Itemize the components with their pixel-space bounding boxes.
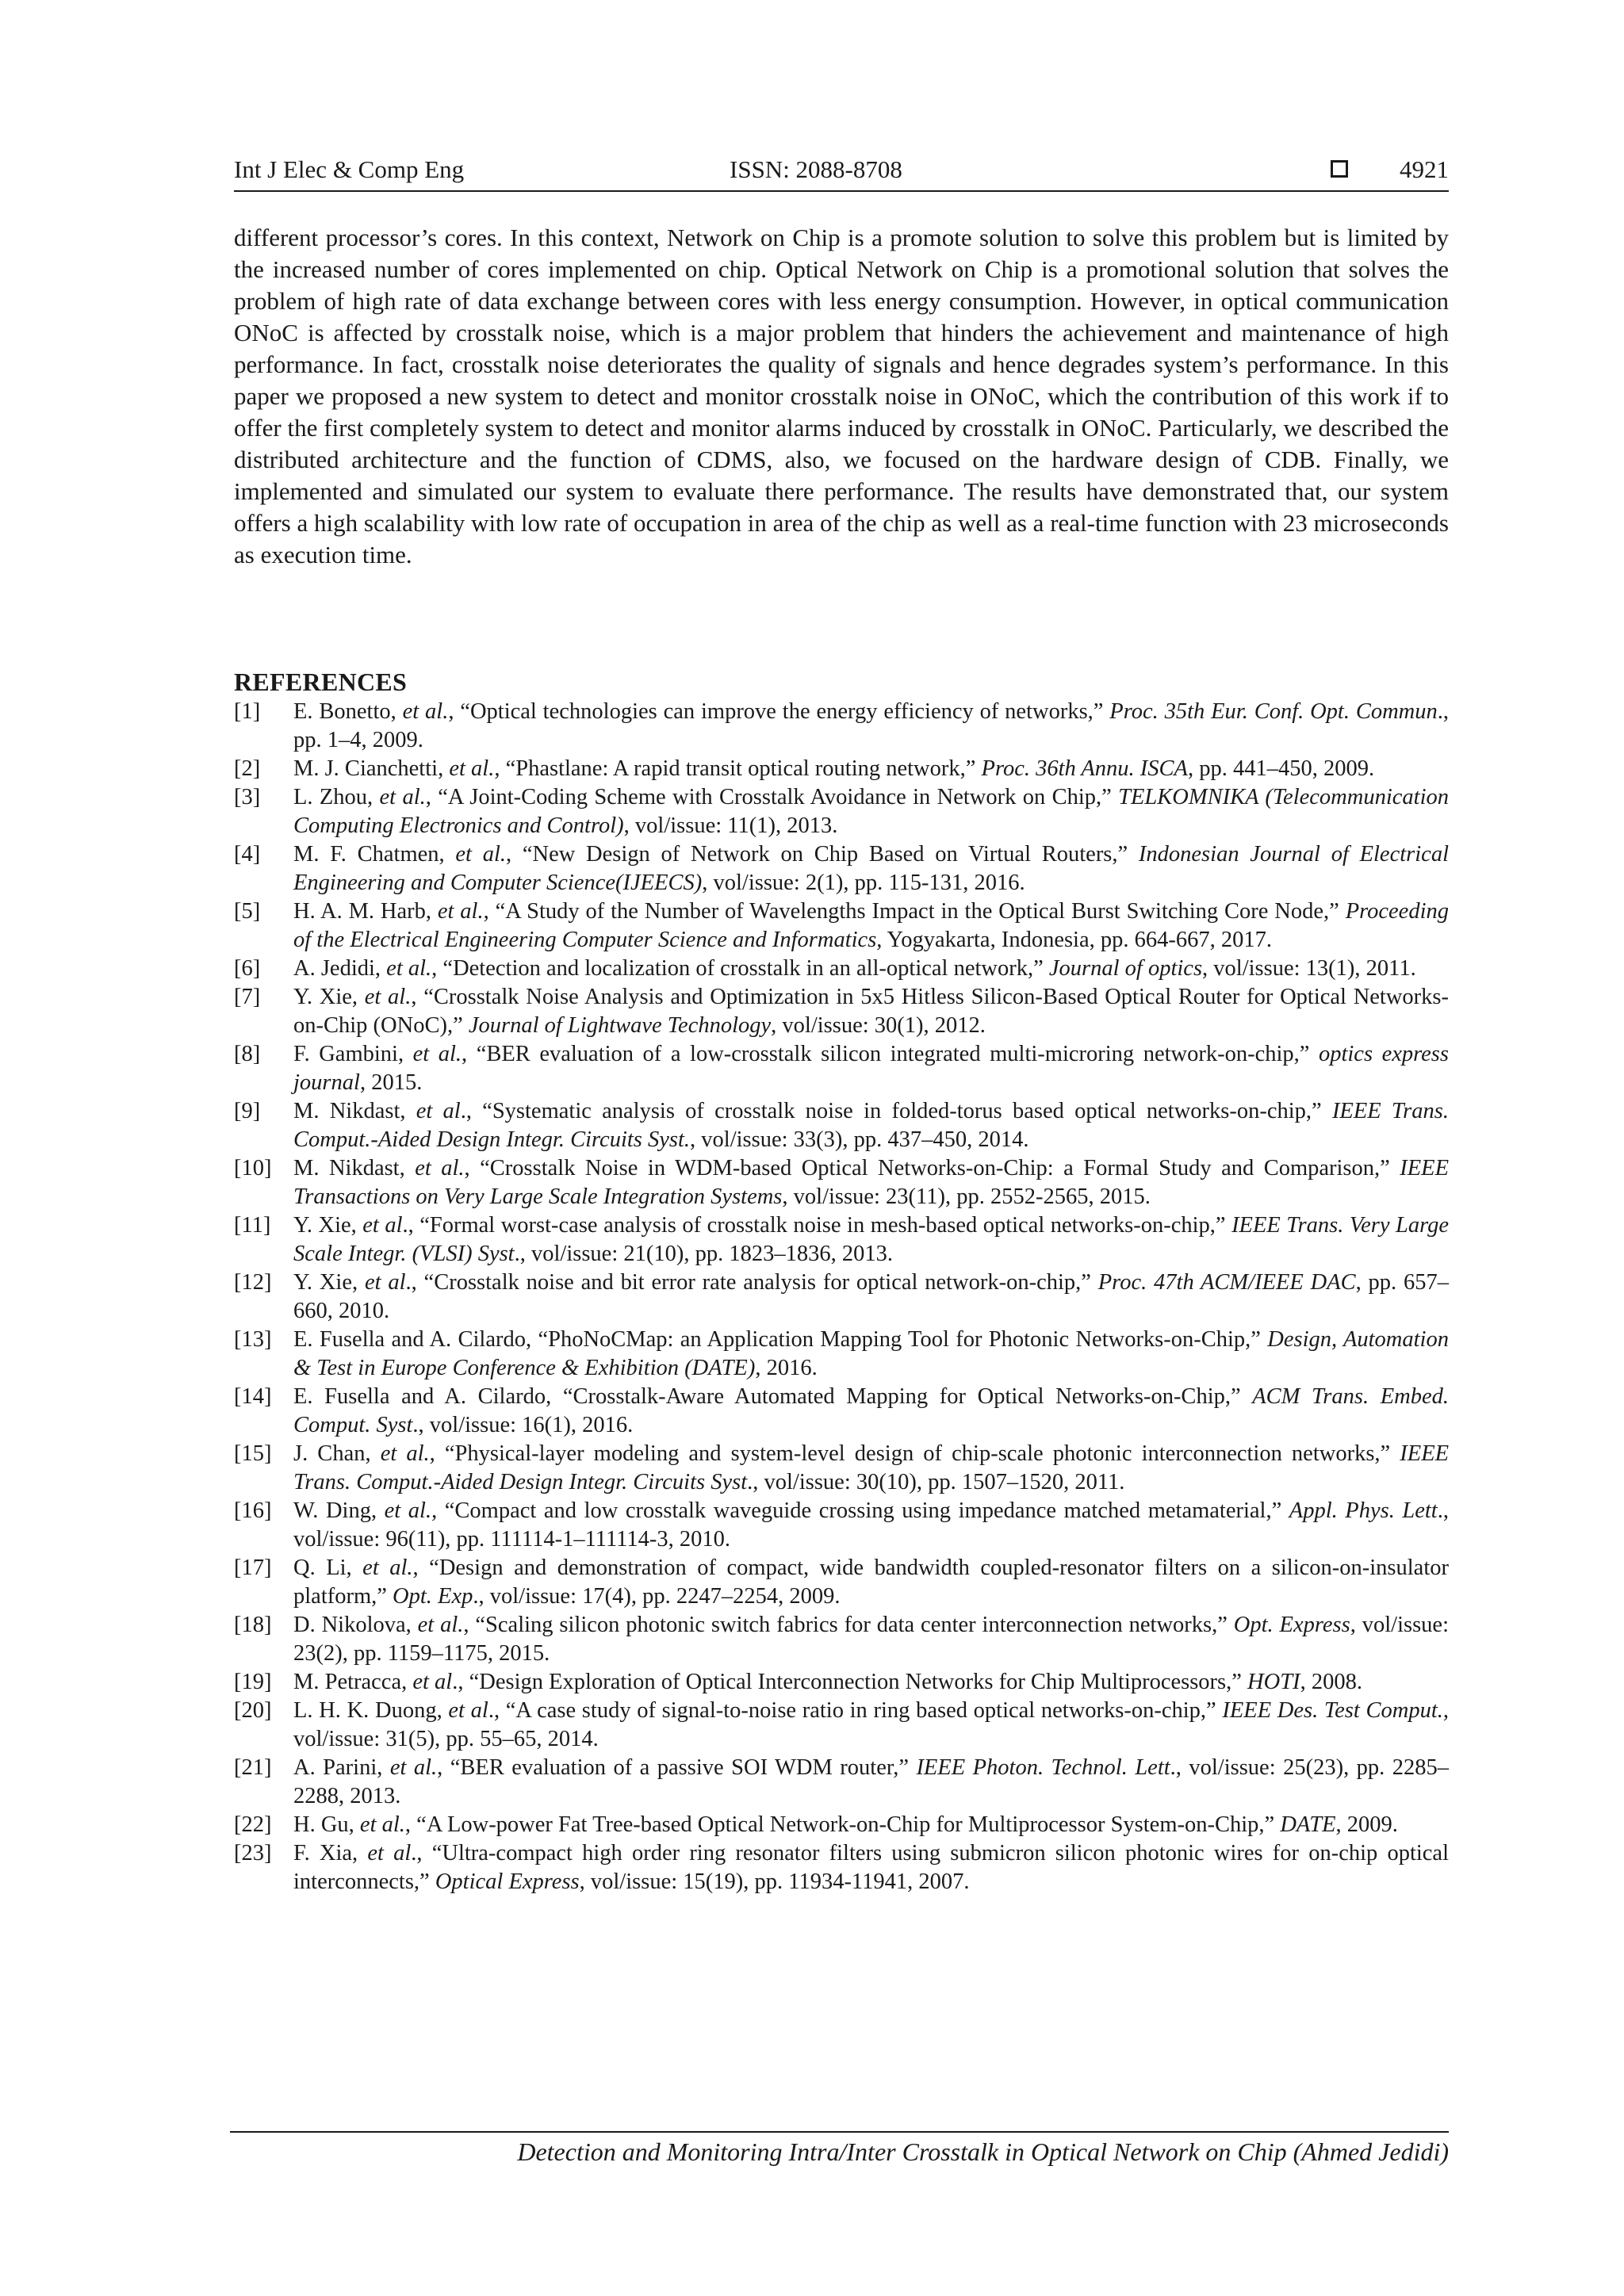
reference-venue: IEEE Transactions on Very Large Scale Integration Systems bbox=[293, 1156, 1449, 1209]
reference-venue: IEEE Photon. Technol. Lett bbox=[916, 1755, 1170, 1780]
reference-authors: J. Chan, bbox=[293, 1441, 381, 1466]
reference-etal: et al bbox=[416, 1099, 461, 1123]
reference-title: , “A Low-power Fat Tree-based Optical Network-on-Chip for Multiprocessor System-on-Chip,” bbox=[404, 1812, 1281, 1837]
reference-venue: Proc. 47th ACM/IEEE DAC bbox=[1097, 1270, 1356, 1295]
reference-authors: L. Zhou, bbox=[293, 785, 380, 809]
reference-number: [9] bbox=[234, 1099, 261, 1123]
reference-details: Yogyakarta, Indonesia, pp. 664-667, 2017. bbox=[882, 928, 1272, 952]
reference-venue: Optical Express bbox=[435, 1869, 580, 1894]
reference-number: [14] bbox=[234, 1384, 272, 1409]
reference-venue: HOTI bbox=[1247, 1670, 1300, 1694]
reference-number: [12] bbox=[234, 1270, 272, 1295]
reference-details: , vol/issue: 13(1), 2011. bbox=[1202, 956, 1416, 981]
reference-number: [23] bbox=[234, 1841, 272, 1866]
reference-details: ., vol/issue: 30(10), pp. 1507–1520, 2011. bbox=[747, 1470, 1125, 1494]
reference-authors: M. Petracca, bbox=[293, 1670, 413, 1694]
reference-title: ., “A case study of signal-to-noise ratio in ring based optical networks-on-chip,” bbox=[488, 1698, 1223, 1723]
reference-venue: Proc. 36th Annu. ISCA bbox=[981, 756, 1188, 781]
reference-etal: et al bbox=[362, 1213, 403, 1238]
reference-title: , “Crosstalk Noise Analysis and Optimization in 5x5 Hitless Silicon-Based Optical Router for Optical Networks-on-Chip (ONoC),” bbox=[293, 985, 1449, 1038]
reference-authors: D. Nikolova, bbox=[293, 1613, 418, 1637]
reference-details: ., pp. 1–4, 2009. bbox=[293, 699, 1449, 752]
reference-number: [8] bbox=[234, 1042, 261, 1066]
reference-venue: Indonesian Journal of Electrical Engineering and Computer Science(IJEECS) bbox=[293, 842, 1449, 895]
reference-item bbox=[234, 955, 1449, 983]
reference-etal: et al bbox=[367, 1841, 412, 1866]
reference-number: [22] bbox=[234, 1812, 272, 1837]
reference-item bbox=[234, 1754, 1449, 1811]
reference-authors: F. Gambini, bbox=[293, 1042, 413, 1066]
reference-title: “Crosstalk-Aware Automated Mapping for Optical Networks-on-Chip,” bbox=[562, 1384, 1253, 1409]
reference-title: ., “Ultra-compact high order ring resonator filters using submicron silicon photonic wires for on-chip optical interconnects,” bbox=[293, 1841, 1449, 1894]
reference-item bbox=[234, 1211, 1449, 1269]
reference-etal: et al. bbox=[412, 1042, 462, 1066]
reference-details: , vol/issue: 33(3), pp. 437–450, 2014. bbox=[690, 1127, 1029, 1152]
reference-details: , vol/issue: 31(5), pp. 55–65, 2014. bbox=[293, 1698, 1450, 1751]
reference-title: , “Detection and localization of crosstalk in an all-optical network,” bbox=[431, 956, 1049, 981]
reference-details: ., vol/issue: 25(23), pp. 2285–2288, 2013. bbox=[293, 1755, 1449, 1808]
reference-etal: et al. bbox=[364, 985, 412, 1009]
reference-title: , “BER evaluation of a passive SOI WDM router,” bbox=[437, 1755, 917, 1780]
reference-item bbox=[234, 783, 1449, 840]
conclusion-paragraph: different processor’s cores. In this context, Network on Chip is a promote solution to solve this problem but is limited by the increased number of cores implemented on chip. Optical Network on Chip is a promotional solution that solves the problem of high rate of data exchange between cores with less energy consumption. However, in optical communication ONoC is affected by crosstalk noise, which is a major problem that hinders the achievement and maintenance of high performance. In fact, crosstalk noise deteriorates the quality of signals and hence degrades system’s performance. In this paper we proposed a new system to detect and monitor crosstalk noise in ONoC, which the contribution of this work if to offer the first completely system to detect and monitor alarms induced by crosstalk in ONoC. Particularly, we described the distributed architecture and the function of CDMS, also, we focused on the hardware design of CDB. Finally, we implemented and simulated our system to evaluate there performance. The results have demonstrated that, our system offers a high scalability with low rate of occupation in area of the chip as well as a real-time function with 23 microseconds as execution time. bbox=[234, 224, 1449, 568]
reference-etal: et al. bbox=[384, 1498, 432, 1523]
reference-venue: IEEE Trans. Comput.-Aided Design Integr. Circuits Syst. bbox=[293, 1099, 1449, 1152]
reference-venue: IEEE Trans. Very Large Scale Integr. (VLSI) Syst bbox=[293, 1213, 1449, 1266]
reference-etal: et al. bbox=[380, 1441, 430, 1466]
reference-number: [20] bbox=[234, 1698, 272, 1723]
reference-item bbox=[234, 1383, 1449, 1440]
reference-title: “PhoNoCMap: an Application Mapping Tool for Photonic Networks-on-Chip,” bbox=[538, 1327, 1268, 1352]
reference-number: [19] bbox=[234, 1670, 272, 1694]
reference-details: , pp. 657–660, 2010. bbox=[293, 1270, 1449, 1323]
reference-title: , “Physical-layer modeling and system-level design of chip-scale photonic interconnection networks,” bbox=[429, 1441, 1400, 1466]
reference-venue: Design, Automation & Test in Europe Conference & Exhibition (DATE) bbox=[293, 1327, 1449, 1380]
reference-title: , “Phastlane: A rapid transit optical routing network,” bbox=[494, 756, 982, 781]
reference-item bbox=[234, 1668, 1449, 1697]
reference-item bbox=[234, 698, 1449, 755]
reference-item bbox=[234, 1697, 1449, 1754]
reference-venue: Opt. Express bbox=[1233, 1613, 1350, 1637]
reference-venue: ACM Trans. Embed. Comput. Syst bbox=[293, 1384, 1449, 1437]
reference-number: [13] bbox=[234, 1327, 272, 1352]
reference-etal: et al. bbox=[415, 1156, 465, 1181]
reference-item bbox=[234, 1497, 1449, 1554]
reference-number: [5] bbox=[234, 899, 261, 924]
reference-details: , 2015. bbox=[359, 1070, 423, 1095]
reference-venue: Appl. Phys. Lett bbox=[1289, 1498, 1438, 1523]
reference-number: [4] bbox=[234, 842, 261, 867]
reference-venue: Journal of optics bbox=[1048, 956, 1203, 981]
running-header bbox=[234, 155, 1449, 189]
reference-number: [17] bbox=[234, 1556, 272, 1580]
reference-etal: et al. bbox=[455, 842, 506, 867]
reference-title: , “Design and demonstration of compact, wide bandwidth coupled-resonator filters on a silicon-on-insulator platform,” bbox=[293, 1556, 1449, 1609]
reference-title: ., “Formal worst-case analysis of crosstalk noise in mesh-based optical networks-on-chip,” bbox=[402, 1213, 1232, 1238]
reference-title: , “Optical technologies can improve the energy efficiency of networks,” bbox=[448, 699, 1110, 724]
reference-venue: Opt. Exp bbox=[393, 1584, 473, 1609]
reference-authors: A. Parini, bbox=[293, 1755, 390, 1780]
reference-item bbox=[234, 1154, 1449, 1211]
box-icon bbox=[1331, 160, 1348, 178]
reference-authors: Y. Xie, bbox=[293, 1213, 363, 1238]
reference-item bbox=[234, 1611, 1449, 1668]
reference-title: ., “Crosstalk noise and bit error rate analysis for optical network-on-chip,” bbox=[405, 1270, 1098, 1295]
reference-venue: TELKOMNIKA (Telecommunication Computing Electronics and Control) bbox=[293, 785, 1449, 838]
reference-authors: W. Ding, bbox=[293, 1498, 385, 1523]
reference-number: [6] bbox=[234, 956, 261, 981]
reference-item bbox=[234, 1811, 1449, 1839]
reference-item bbox=[234, 983, 1449, 1040]
reference-number: [21] bbox=[234, 1755, 272, 1780]
reference-authors: M. J. Cianchetti, bbox=[293, 756, 450, 781]
reference-number: [15] bbox=[234, 1441, 272, 1466]
reference-authors: Q. Li, bbox=[293, 1556, 363, 1580]
reference-authors: Y. Xie, bbox=[293, 1270, 365, 1295]
reference-venue: DATE bbox=[1280, 1812, 1336, 1837]
reference-authors: M. Nikdast, bbox=[293, 1156, 416, 1181]
reference-number: [7] bbox=[234, 985, 261, 1009]
reference-details: ., vol/issue: 96(11), pp. 111114-1–111114-3, 2010. bbox=[293, 1498, 1449, 1552]
references-heading: REFERENCES bbox=[234, 668, 408, 696]
reference-authors: E. Bonetto, bbox=[293, 699, 403, 724]
reference-item bbox=[234, 1440, 1449, 1497]
reference-details: ., vol/issue: 17(4), pp. 2247–2254, 2009. bbox=[473, 1584, 841, 1609]
reference-authors: L. H. K. Duong, bbox=[293, 1698, 449, 1723]
reference-details: , vol/issue: 23(11), pp. 2552-2565, 2015. bbox=[782, 1184, 1151, 1209]
reference-details: , vol/issue: 30(1), 2012. bbox=[771, 1013, 986, 1038]
reference-venue: Proceeding of the Electrical Engineering Computer Science and Informatics, bbox=[293, 899, 1449, 952]
reference-venue: Proc. 35th Eur. Conf. Opt. Commun bbox=[1109, 699, 1438, 724]
reference-details: , 2016. bbox=[755, 1356, 818, 1380]
reference-venue: IEEE Trans. Comput.-Aided Design Integr. Circuits Syst bbox=[293, 1441, 1450, 1494]
reference-authors: M. F. Chatmen, bbox=[293, 842, 456, 867]
reference-etal: et al. bbox=[449, 756, 495, 781]
reference-details: , 2009. bbox=[1335, 1812, 1398, 1837]
reference-number: [16] bbox=[234, 1498, 272, 1523]
reference-etal: et al. bbox=[379, 785, 426, 809]
page-number: 4921 bbox=[1400, 155, 1449, 183]
reference-etal: et al. bbox=[359, 1812, 405, 1837]
reference-title: , “BER evaluation of a low-crosstalk silicon integrated multi-microring network-on-chip,” bbox=[462, 1042, 1319, 1066]
reference-etal: et al. bbox=[437, 899, 484, 924]
reference-item bbox=[234, 897, 1449, 955]
reference-etal: et al bbox=[448, 1698, 488, 1723]
header-divider bbox=[234, 190, 1449, 192]
reference-details: , vol/issue: 11(1), 2013. bbox=[623, 813, 838, 838]
reference-item bbox=[234, 1839, 1449, 1896]
reference-venue: IEEE Des. Test Comput. bbox=[1222, 1698, 1443, 1723]
reference-etal: et al. bbox=[389, 1755, 438, 1780]
reference-venue: optics express journal bbox=[293, 1042, 1449, 1095]
reference-etal: et al. bbox=[362, 1556, 413, 1580]
reference-details: ., vol/issue: 21(10), pp. 1823–1836, 2013. bbox=[514, 1242, 893, 1266]
reference-item bbox=[234, 1554, 1449, 1611]
reference-details: , vol/issue: 23(2), pp. 1159–1175, 2015. bbox=[293, 1613, 1449, 1666]
reference-authors: M. Nikdast, bbox=[293, 1099, 416, 1123]
issn: ISSN: 2088-8708 bbox=[730, 155, 902, 183]
reference-etal: et al bbox=[412, 1670, 453, 1694]
reference-authors: E. Fusella and A. Cilardo, bbox=[293, 1384, 563, 1409]
reference-details: , vol/issue: 15(19), pp. 11934-11941, 2007. bbox=[579, 1869, 970, 1894]
reference-item bbox=[234, 1326, 1449, 1383]
footer-divider bbox=[230, 2131, 1449, 2133]
reference-authors: Y. Xie, bbox=[293, 985, 365, 1009]
reference-details: , pp. 441–450, 2009. bbox=[1187, 756, 1375, 781]
reference-number: [11] bbox=[234, 1213, 271, 1238]
reference-venue: Journal of Lightwave Technology bbox=[468, 1013, 772, 1038]
reference-number: [10] bbox=[234, 1156, 272, 1181]
reference-etal: et al. bbox=[402, 699, 449, 724]
reference-title: , “A Study of the Number of Wavelengths Impact in the Optical Burst Switching Core Node,” bbox=[483, 899, 1346, 924]
reference-item bbox=[234, 1269, 1449, 1326]
reference-authors: F. Xia, bbox=[293, 1841, 368, 1866]
reference-authors: E. Fusella and A. Cilardo, bbox=[293, 1327, 538, 1352]
running-footer: Detection and Monitoring Intra/Inter Crosstalk in Optical Network on Chip (Ahmed Jedidi) bbox=[517, 2137, 1449, 2166]
journal-name: Int J Elec & Comp Eng bbox=[234, 155, 465, 183]
reference-list bbox=[234, 698, 1449, 1896]
reference-authors: A. Jedidi, bbox=[293, 956, 387, 981]
reference-title: , “New Design of Network on Chip Based on Virtual Routers,” bbox=[506, 842, 1139, 867]
reference-etal: et al. bbox=[386, 956, 432, 981]
reference-item bbox=[234, 840, 1449, 897]
reference-title: , “Crosstalk Noise in WDM-based Optical Networks-on-Chip: a Formal Study and Comparison,” bbox=[464, 1156, 1400, 1181]
reference-details: ., vol/issue: 16(1), 2016. bbox=[412, 1413, 634, 1437]
reference-title: , “Compact and low crosstalk waveguide crossing using impedance matched metamaterial,” bbox=[431, 1498, 1289, 1523]
reference-authors: H. Gu, bbox=[293, 1812, 360, 1837]
reference-etal: et al bbox=[364, 1270, 406, 1295]
reference-number: [3] bbox=[234, 785, 261, 809]
reference-item bbox=[234, 1040, 1449, 1097]
reference-etal: et al. bbox=[417, 1613, 464, 1637]
reference-title: ., “Systematic analysis of crosstalk noise in folded-torus based optical networks-on-chip,” bbox=[460, 1099, 1332, 1123]
reference-details: , vol/issue: 2(1), pp. 115-131, 2016. bbox=[702, 871, 1025, 895]
reference-number: [18] bbox=[234, 1613, 272, 1637]
reference-number: [2] bbox=[234, 756, 261, 781]
reference-item bbox=[234, 755, 1449, 783]
reference-title: ., “Design Exploration of Optical Interconnection Networks for Chip Multiprocessors,” bbox=[452, 1670, 1248, 1694]
reference-number: [1] bbox=[234, 699, 261, 724]
reference-item bbox=[234, 1097, 1449, 1154]
reference-authors: H. A. M. Harb, bbox=[293, 899, 438, 924]
reference-title: , “A Joint-Coding Scheme with Crosstalk Avoidance in Network on Chip,” bbox=[425, 785, 1119, 809]
reference-details: , 2008. bbox=[1300, 1670, 1362, 1694]
reference-title: , “Scaling silicon photonic switch fabrics for data center interconnection networks,” bbox=[463, 1613, 1234, 1637]
